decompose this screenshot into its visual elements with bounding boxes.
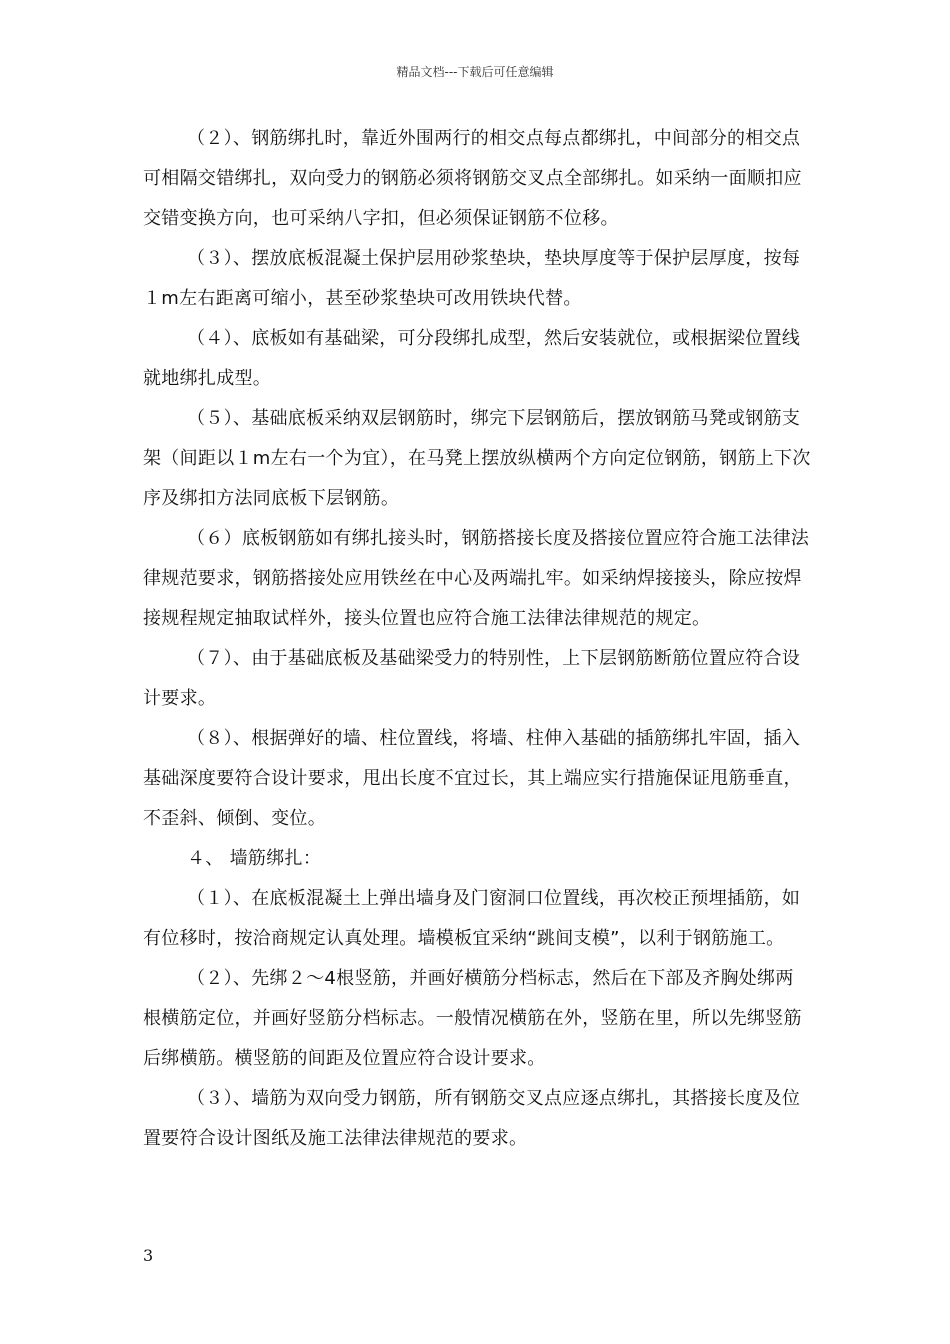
paragraph-wall-3: （３）、墙筋为双向受力钢筋，所有钢筋交叉点应逐点绑扎，其搭接长度及位置要符合设计图纸及施工法律法律规范的要求。	[143, 1088, 801, 1149]
paragraph-8-dowel-bars: （８）、根据弹好的墙、柱位置线，将墙、柱伸入基础的插筋绑扎牢固，插入基础深度要符合设计要求，甩出长度不宜过长，其上端应实行措施保证甩筋垂直，不歪斜、倾倒、变位。	[143, 728, 802, 829]
paragraph-6-lap-joint: （６）底板钢筋如有绑扎接头时，钢筋搭接长度及搭接位置应符合施工法律法律规范要求，钢筋搭接处应用铁丝在中心及两端扎牢。如采纳焊接接头，除应按焊接规程规定抽取试样外，接头位置也应符合施工法律法律规范的规定。	[143, 528, 810, 629]
section-heading-wall-binding: ４、 墙筋绑扎：	[187, 848, 322, 869]
paragraph-2-binding: （２）、钢筋绑扎时，靠近外围两行的相交点每点都绑扎，中间部分的相交点可相隔交错绑扎，双向受力的钢筋必须将钢筋交叉点全部绑扎。如采纳一面顺扣应交错变换方向，也可采纳八字扣，但必须保证钢筋不位移。	[143, 128, 802, 229]
paragraph-wall-2: （２）、先绑２～4根竖筋，并画好横筋分档标志，然后在下部及齐胸处绑两根横筋定位，并画好竖筋分档标志。一般情况横筋在外，竖筋在里，所以先绑竖筋后绑横筋。横竖筋的间距及位置应符合设计要求。	[143, 968, 802, 1069]
paragraph-wall-1: （１）、在底板混凝土上弹出墙身及门窗洞口位置线，再次校正预埋插筋，如有位移时，按洽商规定认真处理。墙模板宜采纳“跳间支模”，以利于钢筋施工。	[143, 888, 801, 949]
document-body	[143, 119, 811, 1159]
paragraph-3-mortar-block: （３）、摆放底板混凝土保护层用砂浆垫块，垫块厚度等于保护层厚度，按每１m左右距离可缩小，甚至砂浆垫块可改用铁块代替。	[143, 248, 801, 309]
page-header: 精品文档---下载后可任意编辑	[396, 65, 554, 79]
page-number: 3	[143, 1246, 154, 1265]
paragraph-4-foundation-beam: （４）、底板如有基础梁，可分段绑扎成型，然后安装就位，或根据梁位置线就地绑扎成型。	[143, 328, 801, 389]
paragraph-5-double-layer: （５）、基础底板采纳双层钢筋时，绑完下层钢筋后，摆放钢筋马凳或钢筋支架（间距以１m左右一个为宜），在马凳上摆放纵横两个方向定位钢筋，钢筋上下次序及绑扣方法同底板下层钢筋。	[143, 408, 811, 509]
paragraph-7-cut-position: （７）、由于基础底板及基础梁受力的特别性，上下层钢筋断筋位置应符合设计要求。	[143, 648, 801, 709]
